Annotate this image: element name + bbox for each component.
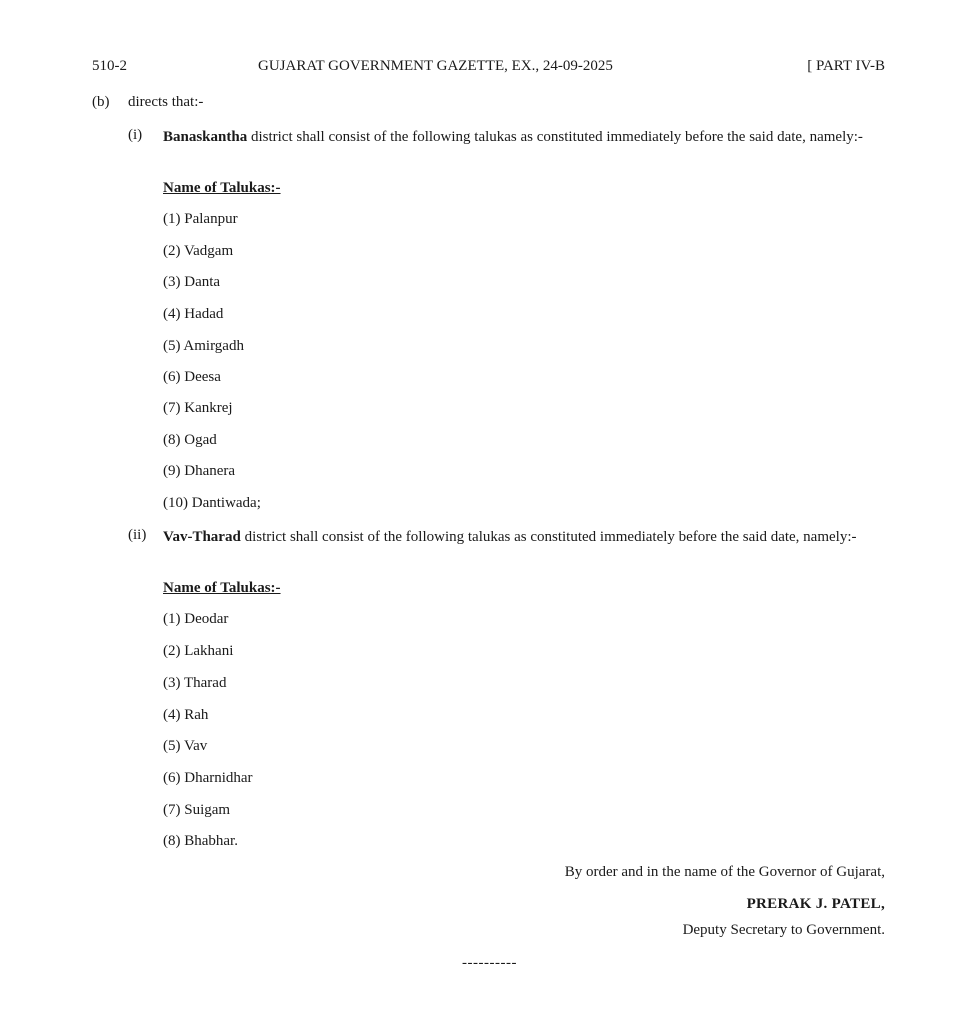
section-ii-heading-text: Name of Talukas xyxy=(163,580,271,596)
taluka-deesa: (6) Deesa xyxy=(163,369,221,385)
taluka-tharad: (3) Tharad xyxy=(163,675,227,691)
signatory-designation: Deputy Secretary to Government. xyxy=(682,922,885,938)
taluka-kankrej: (7) Kankrej xyxy=(163,400,233,416)
taluka-lakhani: (2) Lakhani xyxy=(163,643,234,659)
taluka-amirgadh: (5) Amirgadh xyxy=(163,338,244,354)
taluka-rah: (4) Rah xyxy=(163,707,209,723)
taluka-dantiwada: (10) Dantiwada; xyxy=(163,495,261,511)
section-i-district: Banaskantha xyxy=(163,129,248,145)
section-ii-marker: (ii) xyxy=(128,527,147,543)
section-ii-heading-suffix: :- xyxy=(270,580,281,596)
section-ii-paragraph xyxy=(163,527,885,548)
section-ii-text: district shall consist of the following talukas as constituted immediately before the said date, namely:- xyxy=(240,529,857,545)
taluka-vadgam: (2) Vadgam xyxy=(163,243,234,259)
section-ii-district: Vav-Tharad xyxy=(163,529,241,545)
part-label: [ PART IV-B xyxy=(807,58,885,74)
taluka-vav: (5) Vav xyxy=(163,738,208,754)
gazette-title: GUJARAT GOVERNMENT GAZETTE, EX., 24-09-2025 xyxy=(258,58,613,74)
taluka-dhanera: (9) Dhanera xyxy=(163,463,236,479)
taluka-ogad: (8) Ogad xyxy=(163,432,217,448)
taluka-suigam: (7) Suigam xyxy=(163,802,231,818)
taluka-danta: (3) Danta xyxy=(163,274,221,290)
taluka-dharnidhar: (6) Dharnidhar xyxy=(163,770,253,786)
signatory-name: PRERAK J. PATEL, xyxy=(746,896,885,912)
section-i-heading-text: Name of Talukas xyxy=(163,180,271,196)
section-ii-heading xyxy=(163,580,281,597)
order-line: By order and in the name of the Governor of Gujarat, xyxy=(564,864,885,880)
section-i-paragraph xyxy=(163,127,885,148)
end-marker: ---------- xyxy=(462,955,517,971)
section-i-heading xyxy=(163,180,281,197)
clause-b-text: directs that:- xyxy=(128,94,204,110)
section-i-text: district shall consist of the following talukas as constituted immediately before the said date, namely:- xyxy=(247,129,863,145)
clause-b-marker: (b) xyxy=(92,94,110,110)
section-i-heading-suffix: :- xyxy=(270,180,281,196)
page-number: 510-2 xyxy=(92,58,127,74)
section-i-marker: (i) xyxy=(128,127,143,143)
taluka-palanpur: (1) Palanpur xyxy=(163,211,238,227)
taluka-bhabhar: (8) Bhabhar. xyxy=(163,833,238,849)
taluka-deodar: (1) Deodar xyxy=(163,611,229,627)
taluka-hadad: (4) Hadad xyxy=(163,306,224,322)
